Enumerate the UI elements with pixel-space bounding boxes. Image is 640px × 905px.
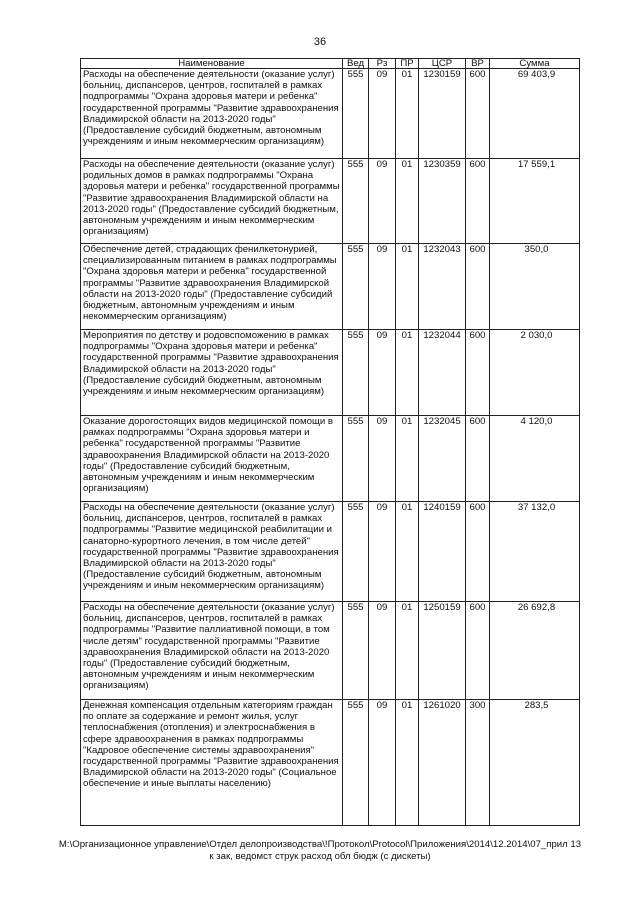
row-name: Мероприятия по детству и родовспоможению в рамках подпрограммы "Охрана здоровья матери и ребенка" государственной программы "Развитие здравоохранения Владимирской области на 2013-2020 годы" (Предоставление субсидий бюджетным, автономным учреждениям и иным некоммерческим организациям) (81, 330, 343, 416)
row-vr: 600 (466, 69, 490, 159)
row-csr: 1230159 (419, 69, 466, 159)
row-pr: 01 (396, 69, 419, 159)
row-sum: 2 030,0 (490, 330, 580, 416)
row-csr: 1261020 (419, 700, 466, 826)
row-sum: 4 120,0 (490, 416, 580, 502)
row-ved: 555 (343, 502, 369, 602)
table-row (81, 244, 580, 330)
row-vr: 300 (466, 700, 490, 826)
row-ved: 555 (343, 700, 369, 826)
row-name: Расходы на обеспечение деятельности (оказание услуг) больниц, диспансеров, центров, госпиталей в рамках подпрограммы "Развитие паллиативной помощи, в том числе детям" государственной программы "Развитие здравоохранения Владимирской области на 2013-2020 годы" (Предоставление субсидий бюджетным, автономным учреждениям и иным некоммерческим организациям) (81, 602, 343, 700)
row-pr: 01 (396, 330, 419, 416)
footer-description-line: к зак, ведомст струк расход обл бюдж (с дискеты) (209, 851, 431, 862)
row-rz: 09 (369, 700, 396, 826)
header-csr: ЦСР (419, 59, 466, 69)
row-vr: 600 (466, 244, 490, 330)
row-sum: 26 692,8 (490, 602, 580, 700)
table-row (81, 69, 580, 159)
row-rz: 09 (369, 69, 396, 159)
row-rz: 09 (369, 416, 396, 502)
row-pr: 01 (396, 159, 419, 244)
row-ved: 555 (343, 244, 369, 330)
row-rz: 09 (369, 159, 396, 244)
header-vr: ВР (466, 59, 490, 69)
row-pr: 01 (396, 416, 419, 502)
row-vr: 600 (466, 416, 490, 502)
file-path-footer (0, 839, 640, 863)
row-ved: 555 (343, 416, 369, 502)
row-sum: 17 559,1 (490, 159, 580, 244)
table-row (81, 700, 580, 826)
header-pr: ПР (396, 59, 419, 69)
row-ved: 555 (343, 330, 369, 416)
row-sum: 37 132,0 (490, 502, 580, 602)
row-rz: 09 (369, 330, 396, 416)
row-csr: 1232043 (419, 244, 466, 330)
row-sum: 350,0 (490, 244, 580, 330)
row-ved: 555 (343, 69, 369, 159)
row-ved: 555 (343, 602, 369, 700)
row-pr: 01 (396, 602, 419, 700)
table-row (81, 330, 580, 416)
row-name: Расходы на обеспечение деятельности (оказание услуг) больниц, диспансеров, центров, госпиталей в рамках подпрограммы "Развитие медицинской реабилитации и санаторно-курортного лечения, в том числе детей" государственной программы "Развитие здравоохранения Владимирской области на 2013-2020 годы" (Предоставление субсидий бюджетным, автономным учреждениям и иным некоммерческим организациям) (81, 502, 343, 602)
footer-path-line: M:\Организационное управление\Отдел делопроизводства\!Протокол\Protocol\Приложения\2014\12.2014\07_прил 13 (58, 839, 582, 850)
row-pr: 01 (396, 502, 419, 602)
header-name: Наименование (81, 59, 343, 69)
row-vr: 600 (466, 502, 490, 602)
row-name: Расходы на обеспечение деятельности (оказание услуг) больниц, диспансеров, центров, госпиталей в рамках подпрограммы "Охрана здоровья матери и ребенка" государственной программы "Развитие здравоохранения Владимирской области на 2013-2020 годы" (Предоставление субсидий бюджетным, автономным учреждениям и иным некоммерческим организациям) (81, 69, 343, 159)
row-vr: 600 (466, 159, 490, 244)
header-sum: Сумма (490, 59, 580, 69)
table-row (81, 502, 580, 602)
row-csr: 1250159 (419, 602, 466, 700)
header-rz: Рз (369, 59, 396, 69)
table-row (81, 416, 580, 502)
row-rz: 09 (369, 502, 396, 602)
row-pr: 01 (396, 244, 419, 330)
row-name: Расходы на обеспечение деятельности (оказание услуг) родильных домов в рамках подпрограммы "Охрана здоровья матери и ребенка" государственной программы "Развитие здравоохранения Владимирской области на 2013-2020 годы" (Предоставление субсидий бюджетным, автономным учреждениям и иным некоммерческим организациям) (81, 159, 343, 244)
row-csr: 1230359 (419, 159, 466, 244)
row-sum: 283,5 (490, 700, 580, 826)
row-sum: 69 403,9 (490, 69, 580, 159)
row-csr: 1232044 (419, 330, 466, 416)
row-csr: 1232045 (419, 416, 466, 502)
budget-table (80, 58, 580, 826)
row-ved: 555 (343, 159, 369, 244)
row-name: Обеспечение детей, страдающих фенилкетонурией, специализированным питанием в рамках подпрограммы "Охрана здоровья матери и ребенка" государственной программы "Развитие здравоохранения Владимирской области на 2013-2020 годы" (Предоставление субсидий бюджетным, автономным учреждениям и иным некоммерческим организациям) (81, 244, 343, 330)
row-rz: 09 (369, 244, 396, 330)
page-number: 36 (313, 36, 327, 48)
table-row (81, 602, 580, 700)
row-name: Оказание дорогостоящих видов медицинской помощи в рамках подпрограммы "Охрана здоровья матери и ребенка" государственной программы "Развитие здравоохранения Владимирской области на 2013-2020 годы" (Предоставление субсидий бюджетным, автономным учреждениям и иным некоммерческим организациям) (81, 416, 343, 502)
row-vr: 600 (466, 330, 490, 416)
row-rz: 09 (369, 602, 396, 700)
row-pr: 01 (396, 700, 419, 826)
row-name: Денежная компенсация отдельным категориям граждан по оплате за содержание и ремонт жилья, услуг теплоснабжения (отопления) и электроснабжения в сфере здравоохранения в рамках подпрограммы "Кадровое обеспечение системы здравоохранения" государственной программы "Развитие здравоохранения Владимирской области на 2013-2020 годы" (Социальное обеспечение и иные выплаты населению) (81, 700, 343, 826)
row-csr: 1240159 (419, 502, 466, 602)
row-vr: 600 (466, 602, 490, 700)
table-header-row (81, 59, 580, 69)
header-ved: Вед (343, 59, 369, 69)
table-row (81, 159, 580, 244)
